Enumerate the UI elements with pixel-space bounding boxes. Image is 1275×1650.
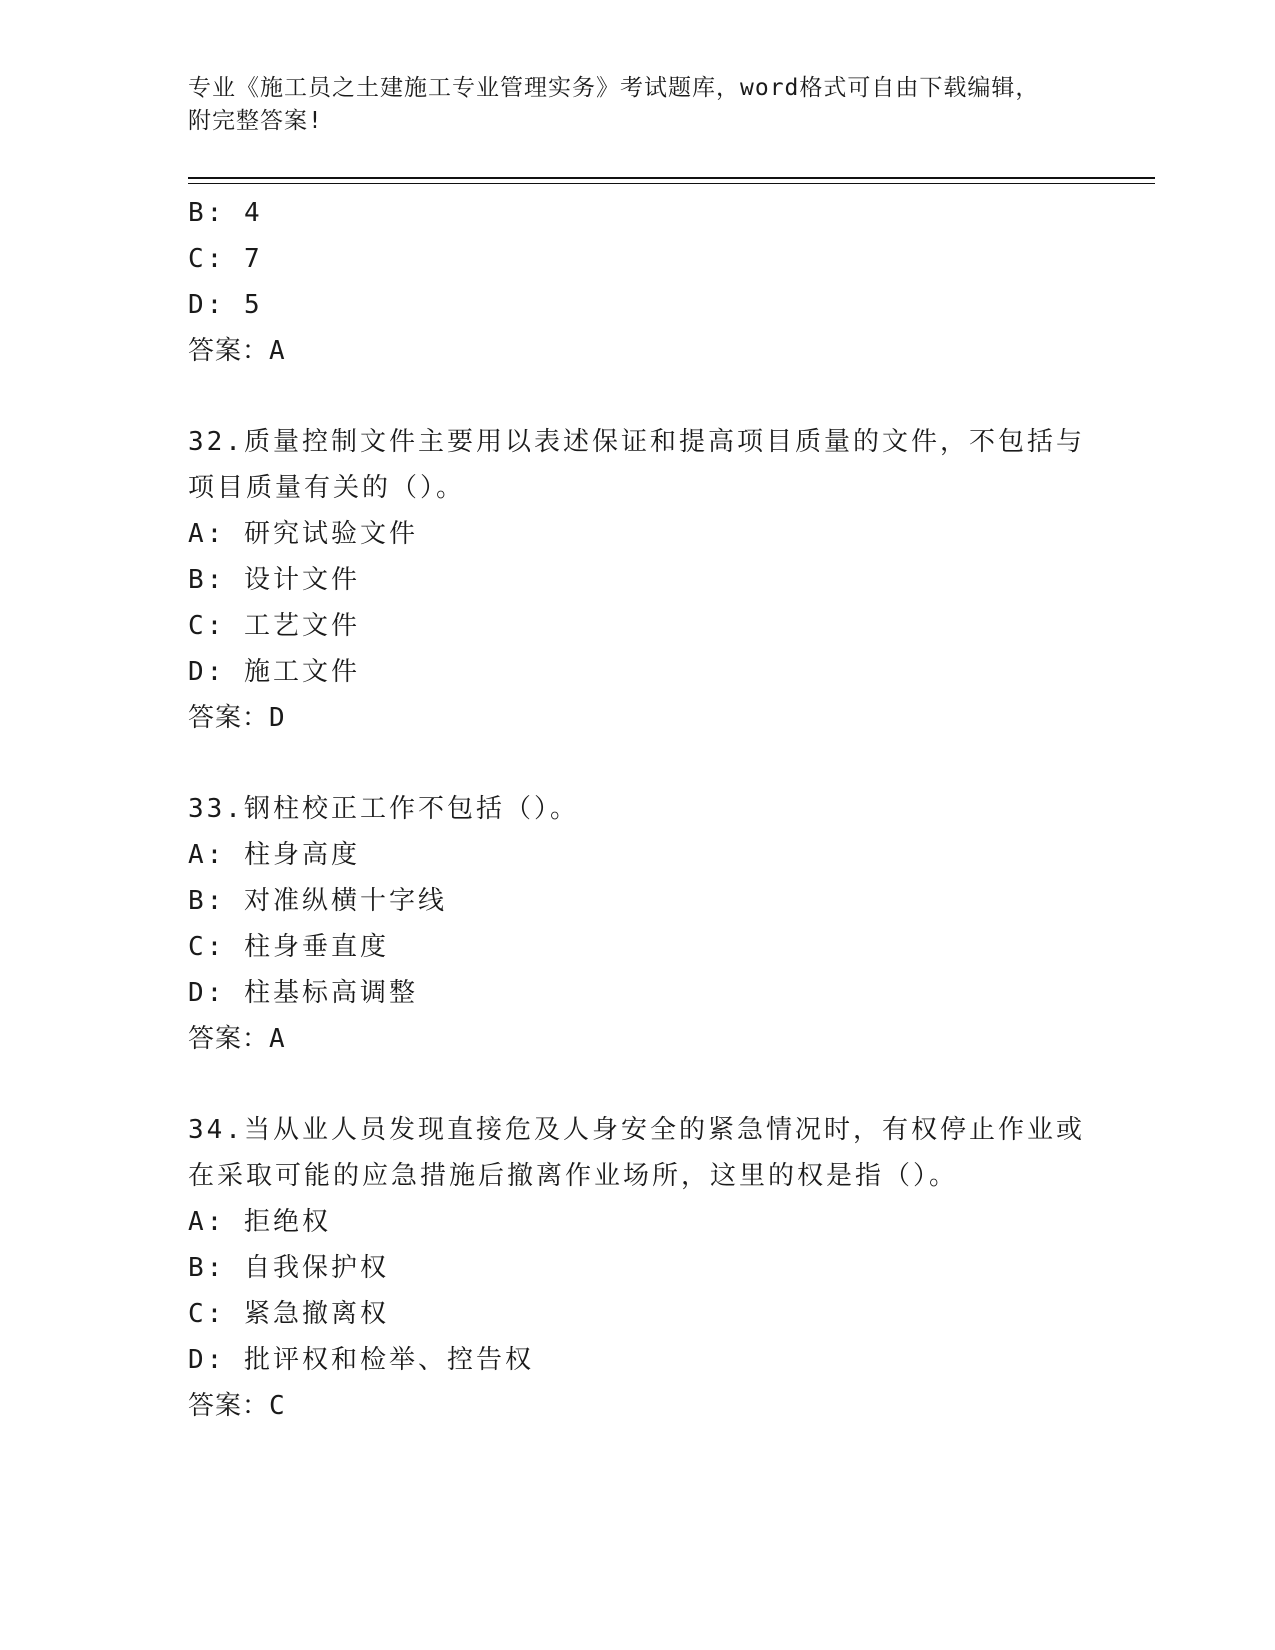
option-d: D: 柱基标高调整 xyxy=(188,978,418,1008)
option-c: C: 紧急撤离权 xyxy=(188,1299,389,1329)
page-header xyxy=(188,72,1088,138)
option-a: A: 研究试验文件 xyxy=(188,519,418,549)
question-stem-line: 34.当从业人员发现直接危及人身安全的紧急情况时，有权停止作业或 xyxy=(188,1115,1085,1145)
header-line-2: 附完整答案! xyxy=(188,108,323,134)
option-b: B: 自我保护权 xyxy=(188,1253,389,1283)
answer: 答案：A xyxy=(188,336,286,366)
option-b: B: 对准纵横十字线 xyxy=(188,886,447,916)
option-c: C: 柱身垂直度 xyxy=(188,932,389,962)
option-c: C: 工艺文件 xyxy=(188,611,360,641)
option-d: D: 批评权和检举、控告权 xyxy=(188,1345,534,1375)
option-d: D: 施工文件 xyxy=(188,657,360,687)
header-rule-thin xyxy=(188,183,1155,184)
answer: 答案：A xyxy=(188,1024,286,1054)
option-b: B: 设计文件 xyxy=(188,565,360,595)
question-stem xyxy=(188,786,1108,832)
question-31-continued xyxy=(188,190,1108,374)
option-b: B: 4 xyxy=(188,198,263,228)
question-34 xyxy=(188,1107,1108,1429)
question-33 xyxy=(188,786,1108,1062)
option-c: C: 7 xyxy=(188,244,263,274)
header-line-1: 专业《施工员之土建施工专业管理实务》考试题库，word格式可自由下载编辑， xyxy=(188,75,1040,101)
question-stem xyxy=(188,1107,1108,1199)
question-stem-line: 项目质量有关的（）。 xyxy=(188,473,466,503)
answer: 答案：D xyxy=(188,703,286,733)
header-rule-thick xyxy=(188,177,1155,179)
option-a: A: 拒绝权 xyxy=(188,1207,331,1237)
option-d: D: 5 xyxy=(188,290,263,320)
question-stem-line: 在采取可能的应急措施后撤离作业场所，这里的权是指（）。 xyxy=(188,1161,959,1191)
answer: 答案：C xyxy=(188,1391,286,1421)
option-a: A: 柱身高度 xyxy=(188,840,360,870)
question-stem xyxy=(188,419,1108,511)
question-32 xyxy=(188,419,1108,741)
question-list xyxy=(188,190,1108,1429)
question-stem-line: 32.质量控制文件主要用以表述保证和提高项目质量的文件，不包括与 xyxy=(188,427,1085,457)
question-stem-line: 33.钢柱校正工作不包括（）。 xyxy=(188,794,579,824)
